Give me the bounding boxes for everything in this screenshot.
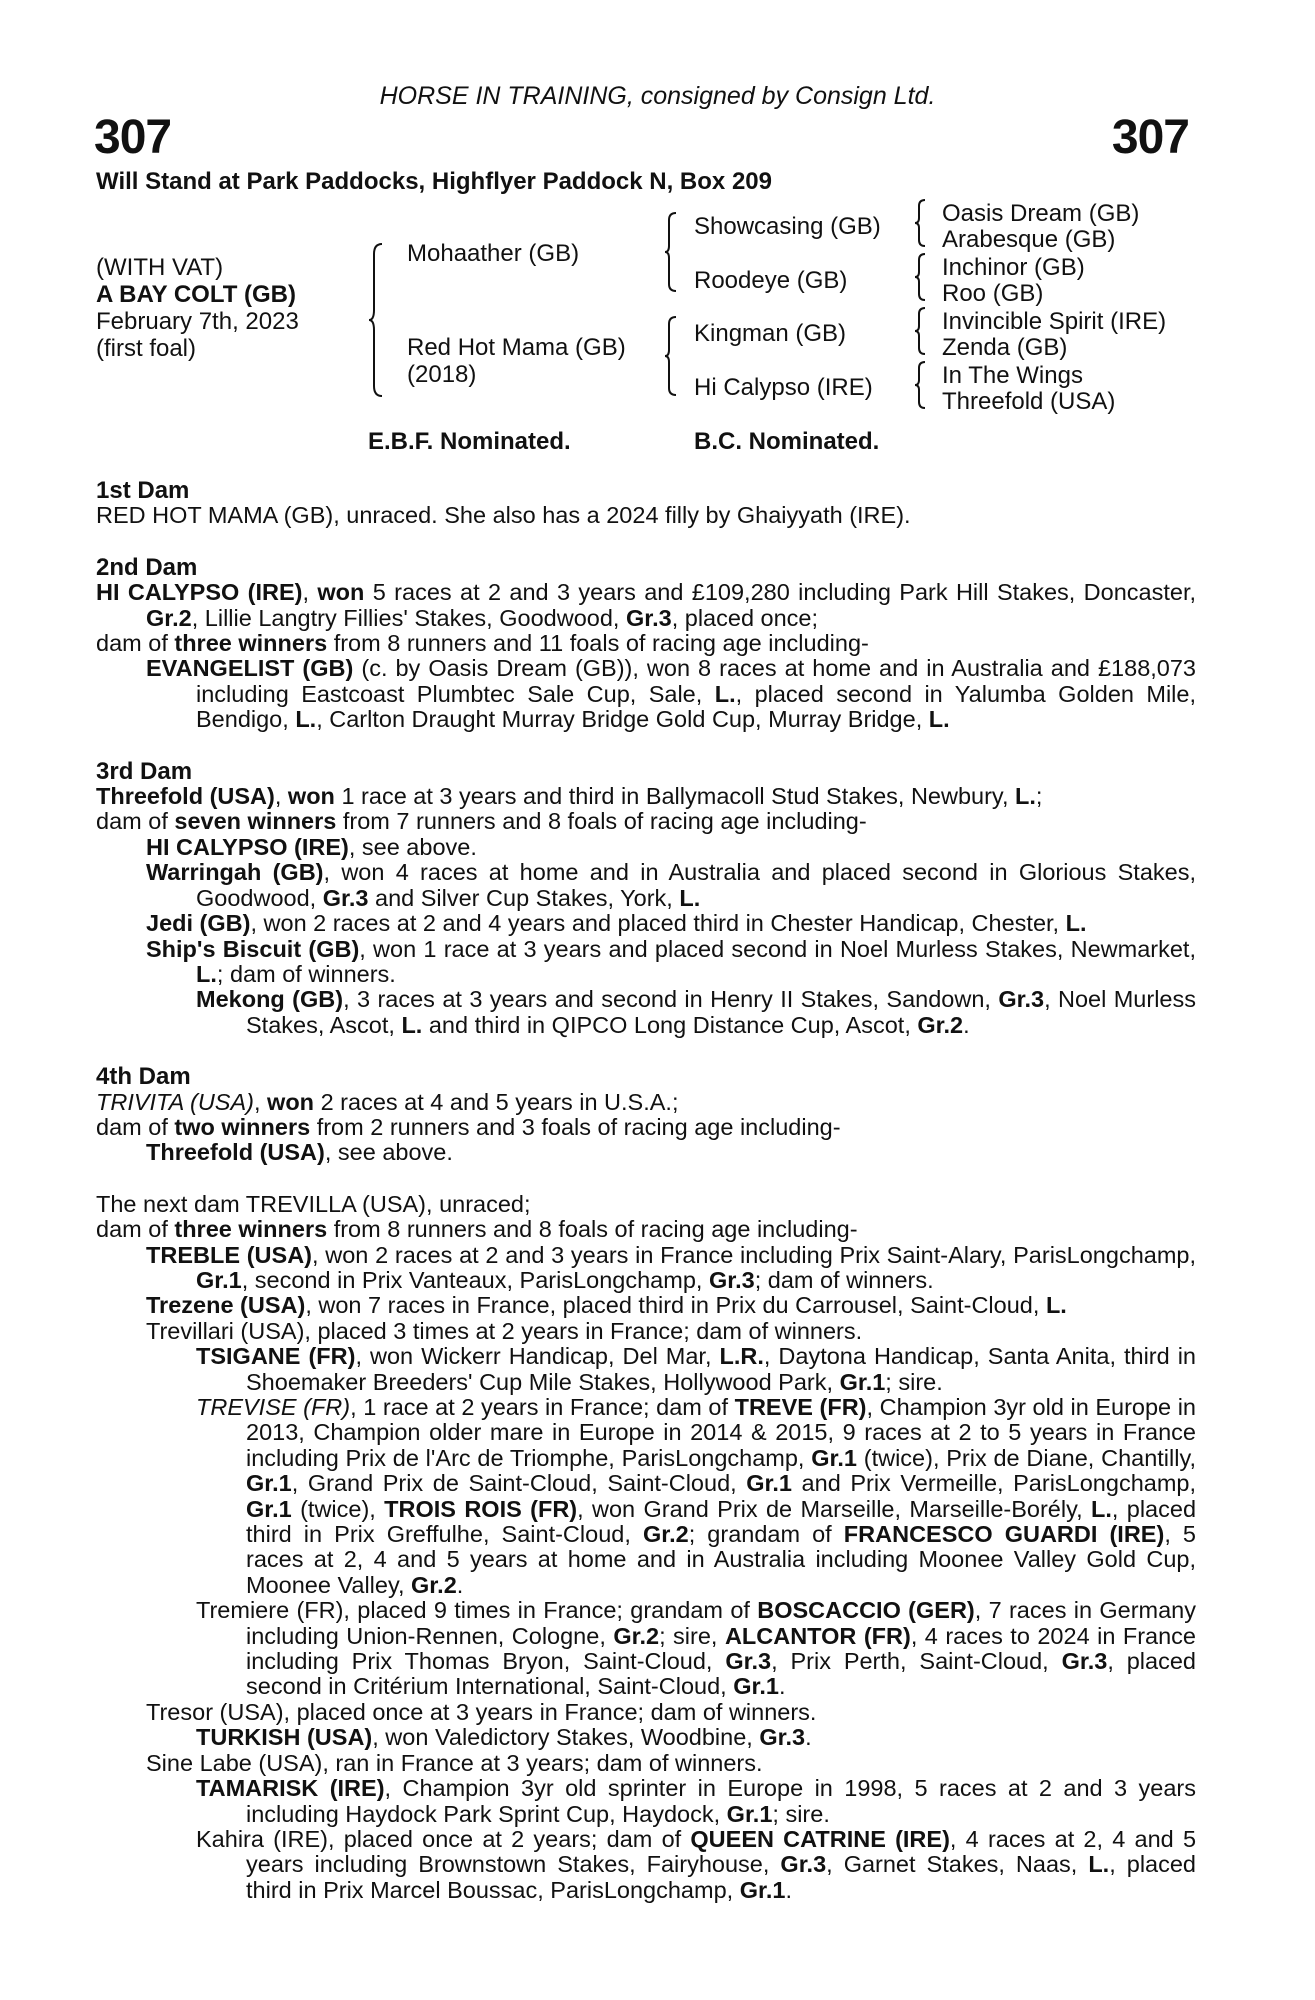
bold-run: Gr.1: [196, 1266, 242, 1293]
text-run: dam of: [96, 1216, 175, 1243]
bold-run: three winners: [174, 1216, 328, 1243]
text-run: , won 2 races at 2 and 4 years and placed third in Chester Handicap, Chester,: [250, 910, 1066, 937]
bc-nomination: B.C. Nominated.: [694, 428, 880, 455]
pedigree-paragraph: [96, 1140, 1196, 1165]
bold-run: Gr.3: [625, 604, 672, 631]
text-run: ,: [253, 1088, 268, 1115]
text-run: ,: [302, 579, 318, 606]
bold-run: Mekong (GB): [196, 986, 344, 1013]
pedigree-paragraph: [96, 1725, 1196, 1750]
pedigree-paragraph: [96, 1700, 1196, 1725]
pedigree-details: [96, 478, 1196, 1903]
text-run: ; dam of winners.: [754, 1266, 934, 1293]
italic-run: TREVISE (FR): [196, 1394, 351, 1420]
pedigree-paragraph: [96, 1395, 1196, 1598]
dam-year: (2018): [407, 361, 477, 388]
pedigree-paragraph: [96, 1319, 1196, 1344]
text-run: (twice),: [291, 1495, 385, 1522]
bold-run: Gr.1: [746, 1470, 792, 1497]
bold-run: two winners: [174, 1113, 311, 1140]
text-run: Tremiere (FR), placed 9 times in France; grandam of: [196, 1597, 758, 1624]
text-run: 1 race at 3 years and third in Ballymacoll Stud Stakes, Newbury,: [334, 783, 1015, 810]
pedigree-paragraph: [96, 937, 1196, 988]
lot-number-left: 307: [94, 111, 172, 164]
text-run: , see above.: [324, 1139, 453, 1166]
text-run: , Grand Prix de Saint-Cloud, Saint-Cloud,: [291, 1470, 747, 1497]
text-run: , 4 races at 2, 4 and 5 years including Brownstown Stakes, Fairyhouse,: [246, 1825, 1197, 1878]
bold-run: Threefold (USA): [146, 1139, 325, 1166]
vat-note: (WITH VAT): [96, 254, 224, 281]
text-run: (c. by Oasis Dream (GB)), won 8 races at home and in Australia and £188,073 including Eastcoast Plumbtec Sale Cup, Sale,: [196, 655, 1196, 707]
stand-location: Will Stand at Park Paddocks, Highflyer Paddock N, Box 209: [96, 168, 772, 195]
text-run: , 4 races to 2024 in France including Prix Thomas Bryon, Saint-Cloud,: [246, 1622, 1197, 1675]
text-run: , won Wickerr Handicap, Del Mar,: [355, 1343, 720, 1370]
text-run: , 5 races at 2, 4 and 5 years at home and in Australia including Moonee Valley Gold Cup, Moonee Valley,: [246, 1521, 1196, 1598]
text-run: , placed third in Prix Greffulhe, Saint-Cloud,: [246, 1495, 1197, 1548]
pedigree-brace-main: [368, 240, 388, 400]
text-run: Sine Labe (USA), ran in France at 3 years; dam of winners.: [146, 1749, 763, 1776]
pedigree-brace-dam: [664, 314, 680, 398]
text-run: from 7 runners and 8 foals of racing age including-: [336, 808, 867, 835]
foal-note: (first foal): [96, 335, 197, 362]
bold-run: Gr.3: [322, 884, 369, 911]
bold-run: Gr.1: [246, 1470, 292, 1497]
text-run: , placed second in Yalumba Golden Mile, Bendigo,: [196, 680, 1196, 733]
bold-run: L.: [1015, 783, 1036, 810]
text-run: dam of: [96, 630, 175, 657]
bold-run: L.: [1090, 1495, 1112, 1522]
bold-run: Gr.3: [708, 1266, 755, 1293]
text-run: , second in Prix Vanteaux, ParisLongchamp,: [241, 1266, 709, 1293]
bold-run: TURKISH (USA): [196, 1724, 373, 1751]
text-run: , won Valedictory Stakes, Woodbine,: [372, 1724, 760, 1751]
bold-run: HI CALYPSO (IRE): [146, 833, 349, 860]
bold-run: L.: [1065, 910, 1087, 937]
pedigree-paragraph: [96, 809, 1196, 834]
bold-run: Warringah (GB): [146, 859, 324, 886]
section-heading: 1st Dam: [96, 477, 190, 504]
granddam-2: Arabesque (GB): [942, 226, 1116, 253]
bold-run: L.: [295, 706, 317, 733]
text-run: Trevillari (USA), placed 3 times at 2 years in France; dam of winners.: [146, 1317, 863, 1344]
text-run: , won 4 races at home and in Australia and placed second in Glorious Stakes, Goodwood,: [196, 859, 1197, 911]
bold-run: Gr.2: [613, 1622, 660, 1649]
dam-section: [96, 1064, 1196, 1166]
bold-run: TREBLE (USA): [146, 1241, 312, 1268]
grandsire-1: Oasis Dream (GB): [942, 200, 1140, 227]
bold-run: QUEEN CATRINE (IRE): [690, 1825, 950, 1852]
bold-run: Gr.2: [146, 604, 192, 631]
bold-run: L.R.: [719, 1343, 764, 1370]
text-run: ;: [1035, 783, 1043, 810]
text-run: , won 2 races at 2 and 3 years in France including Prix Saint-Alary, ParisLongchamp,: [312, 1241, 1197, 1268]
text-run: ; sire.: [885, 1368, 943, 1395]
text-run: ; sire,: [659, 1622, 725, 1649]
bold-run: Gr.3: [780, 1851, 827, 1878]
bold-run: Gr.2: [411, 1571, 457, 1598]
pedigree-paragraph: [96, 1827, 1196, 1903]
lot-number-right: 307: [1111, 111, 1189, 164]
text-run: , placed second in Critérium International, Saint-Cloud,: [246, 1648, 1196, 1700]
bold-run: Gr.1: [726, 1800, 773, 1827]
dam-name: Red Hot Mama (GB): [407, 334, 626, 361]
bold-run: Jedi (GB): [146, 910, 251, 937]
consignor-header: HORSE IN TRAINING, consigned by Consign Ltd.: [379, 82, 936, 110]
bold-run: TAMARISK (IRE): [196, 1775, 385, 1802]
text-run: ; dam of winners.: [216, 960, 396, 987]
text-run: and Prix Vermeille, ParisLongchamp,: [791, 1470, 1197, 1497]
dam-sire-name: Kingman (GB): [694, 320, 847, 347]
bold-run: Gr.3: [759, 1724, 806, 1751]
text-run: dam of: [96, 1113, 175, 1140]
granddam-6: Zenda (GB): [942, 334, 1068, 361]
dam-section: [96, 555, 1196, 733]
text-run: , placed once;: [671, 604, 819, 631]
bold-run: three winners: [174, 630, 328, 657]
bold-run: L.: [196, 960, 217, 987]
bold-run: Trezene (USA): [146, 1292, 306, 1319]
text-run: RED HOT MAMA (GB), unraced. She also has a 2024 filly by Ghaiyyath (IRE).: [96, 502, 911, 529]
text-run: ; grandam of: [688, 1521, 844, 1548]
text-run: and third in QIPCO Long Distance Cup, Ascot,: [422, 1011, 918, 1038]
granddam-4: Roo (GB): [942, 280, 1044, 307]
grandsire-3: Inchinor (GB): [942, 254, 1085, 281]
text-run: , Garnet Stakes, Naas,: [826, 1851, 1089, 1878]
pedigree-paragraph: [96, 1293, 1196, 1318]
text-run: , placed third in Prix Marcel Boussac, ParisLongchamp,: [246, 1851, 1197, 1903]
text-run: , Carlton Draught Murray Bridge Gold Cup, Murray Bridge,: [316, 706, 929, 733]
pedigree-paragraph: [96, 1598, 1196, 1700]
pedigree-paragraph: [96, 1115, 1196, 1140]
bold-run: Gr.3: [1061, 1648, 1108, 1675]
pedigree-paragraph: [96, 860, 1196, 911]
text-run: , Prix Perth, Saint-Cloud,: [771, 1648, 1062, 1675]
text-run: ,: [274, 783, 288, 810]
pedigree-paragraph: [96, 1217, 1196, 1242]
text-run: , won 1 race at 3 years and placed second in Noel Murless Stakes, Newmarket,: [359, 935, 1196, 962]
pedigree-brace-g2: [914, 252, 928, 302]
pedigree-brace-g1: [914, 198, 928, 248]
bold-run: HI CALYPSO (IRE): [96, 579, 303, 606]
section-heading: 3rd Dam: [96, 757, 193, 785]
bold-run: L.: [1088, 1851, 1110, 1878]
bold-run: Gr.1: [811, 1444, 857, 1471]
text-run: , 7 races in Germany including Union-Rennen, Cologne,: [246, 1597, 1196, 1649]
grandsire-5: Invincible Spirit (IRE): [942, 308, 1167, 335]
pedigree-paragraph: [96, 1776, 1196, 1827]
pedigree-paragraph: [96, 1090, 1196, 1115]
text-run: and Silver Cup Stakes, York,: [368, 884, 680, 911]
bold-run: won: [287, 783, 335, 810]
text-run: .: [963, 1011, 970, 1038]
grandsire-7: In The Wings: [942, 362, 1083, 389]
bold-run: L.: [928, 706, 950, 733]
text-run: .: [778, 1673, 786, 1700]
text-run: , won 7 races in France, placed third in Prix du Carrousel, Saint-Cloud,: [305, 1292, 1046, 1319]
bold-run: Gr.1: [839, 1368, 886, 1395]
bold-run: L.: [401, 1011, 423, 1038]
section-heading: 2nd Dam: [96, 553, 198, 581]
bold-run: Gr.3: [725, 1648, 772, 1675]
bold-run: Gr.3: [998, 986, 1045, 1013]
pedigree-paragraph: [96, 835, 1196, 860]
bold-run: L.: [714, 680, 736, 707]
pedigree-brace-g3: [914, 306, 928, 356]
text-run: The next dam TREVILLA (USA), unraced;: [96, 1190, 531, 1217]
dam-section: [96, 1192, 1196, 1903]
bold-run: BOSCACCIO (GER): [757, 1597, 975, 1624]
sire-dam-name: Roodeye (GB): [694, 267, 848, 294]
foaling-date: February 7th, 2023: [96, 308, 299, 335]
bold-run: won: [267, 1088, 315, 1115]
text-run: , won Grand Prix de Marseille, Marseille-Borély,: [577, 1495, 1091, 1522]
text-run: , 3 races at 3 years and second in Henry II Stakes, Sandown,: [343, 986, 999, 1013]
bold-run: Ship's Biscuit (GB): [146, 935, 360, 962]
section-heading: 4th Dam: [96, 1063, 191, 1091]
text-run: from 8 runners and 8 foals of racing age including-: [327, 1216, 858, 1243]
bold-run: TSIGANE (FR): [196, 1343, 356, 1370]
bold-run: ALCANTOR (FR): [724, 1622, 911, 1649]
bold-run: Gr.1: [246, 1495, 292, 1522]
bold-run: L.: [1045, 1292, 1067, 1319]
pedigree-paragraph: [96, 1192, 1196, 1217]
text-run: ; sire.: [772, 1800, 830, 1827]
pedigree-paragraph: [96, 656, 1196, 732]
pedigree-paragraph: [96, 784, 1196, 809]
text-run: , see above.: [348, 833, 477, 860]
text-run: , Lillie Langtry Fillies' Stakes, Goodwood,: [191, 604, 626, 631]
text-run: , Noel Murless Stakes, Ascot,: [246, 986, 1196, 1038]
text-run: dam of: [96, 808, 175, 835]
pedigree-paragraph: [96, 503, 1196, 528]
text-run: Kahira (IRE), placed once at 2 years; dam of: [196, 1825, 691, 1852]
bold-run: TROIS ROIS (FR): [384, 1495, 578, 1522]
dam-section: [96, 478, 1196, 529]
pedigree-brace-g4: [914, 360, 928, 410]
pedigree-paragraph: [96, 1344, 1196, 1395]
text-run: Tresor (USA), placed once at 3 years in France; dam of winners.: [146, 1698, 817, 1725]
bold-run: Gr.1: [733, 1673, 779, 1700]
text-run: , Champion 3yr old in Europe in 2013, Champion older mare in Europe in 2014 & 2015, 9 races at 2 to 5 years in France including Prix de l'Arc de Triomphe, ParisLongchamp,: [246, 1394, 1196, 1471]
granddam-8: Threefold (USA): [942, 388, 1116, 415]
pedigree-paragraph: [96, 1243, 1196, 1294]
text-run: (twice), Prix de Diane, Chantilly,: [856, 1444, 1197, 1471]
horse-name: A BAY COLT (GB): [96, 281, 297, 308]
pedigree-brace-sire: [664, 210, 680, 294]
bold-run: Threefold (USA): [96, 783, 275, 810]
text-run: .: [785, 1876, 792, 1903]
text-run: 5 races at 2 and 3 years and £109,280 including Park Hill Stakes, Doncaster,: [364, 579, 1197, 606]
bold-run: seven winners: [174, 808, 337, 835]
sire-name: Mohaather (GB): [407, 240, 580, 267]
bold-run: FRANCESCO GUARDI (IRE): [843, 1521, 1165, 1548]
pedigree-paragraph: [96, 1751, 1196, 1776]
text-run: from 8 runners and 11 foals of racing age including-: [327, 630, 869, 657]
bold-run: won: [317, 579, 365, 606]
italic-run: TRIVITA (USA): [96, 1088, 254, 1115]
text-run: , 1 race at 2 years in France; dam of: [350, 1394, 735, 1420]
pedigree-paragraph: [96, 580, 1196, 631]
text-run: , Daytona Handicap, Santa Anita, third in Shoemaker Breeders' Cup Mile Stakes, Hollywood Park,: [246, 1343, 1196, 1395]
ebf-nomination: E.B.F. Nominated.: [368, 428, 571, 455]
bold-run: L.: [679, 884, 701, 911]
sire-sire-name: Showcasing (GB): [694, 213, 881, 240]
text-run: .: [456, 1571, 464, 1598]
bold-run: EVANGELIST (GB): [146, 655, 354, 682]
bold-run: Gr.2: [917, 1011, 964, 1038]
dam-dam-name: Hi Calypso (IRE): [694, 374, 873, 401]
text-run: from 2 runners and 3 foals of racing age including-: [310, 1113, 841, 1140]
text-run: , Champion 3yr old sprinter in Europe in 1998, 5 races at 2 and 3 years including Haydock Park Sprint Cup, Haydock,: [246, 1775, 1196, 1827]
text-run: 2 races at 4 and 5 years in U.S.A.;: [314, 1088, 679, 1115]
pedigree-paragraph: [96, 631, 1196, 656]
bold-run: Gr.1: [739, 1876, 786, 1903]
text-run: .: [805, 1724, 812, 1751]
bold-run: Gr.2: [642, 1521, 689, 1548]
pedigree-paragraph: [96, 911, 1196, 936]
pedigree-paragraph: [96, 987, 1196, 1038]
dam-section: [96, 759, 1196, 1038]
bold-run: TREVE (FR): [734, 1394, 867, 1420]
